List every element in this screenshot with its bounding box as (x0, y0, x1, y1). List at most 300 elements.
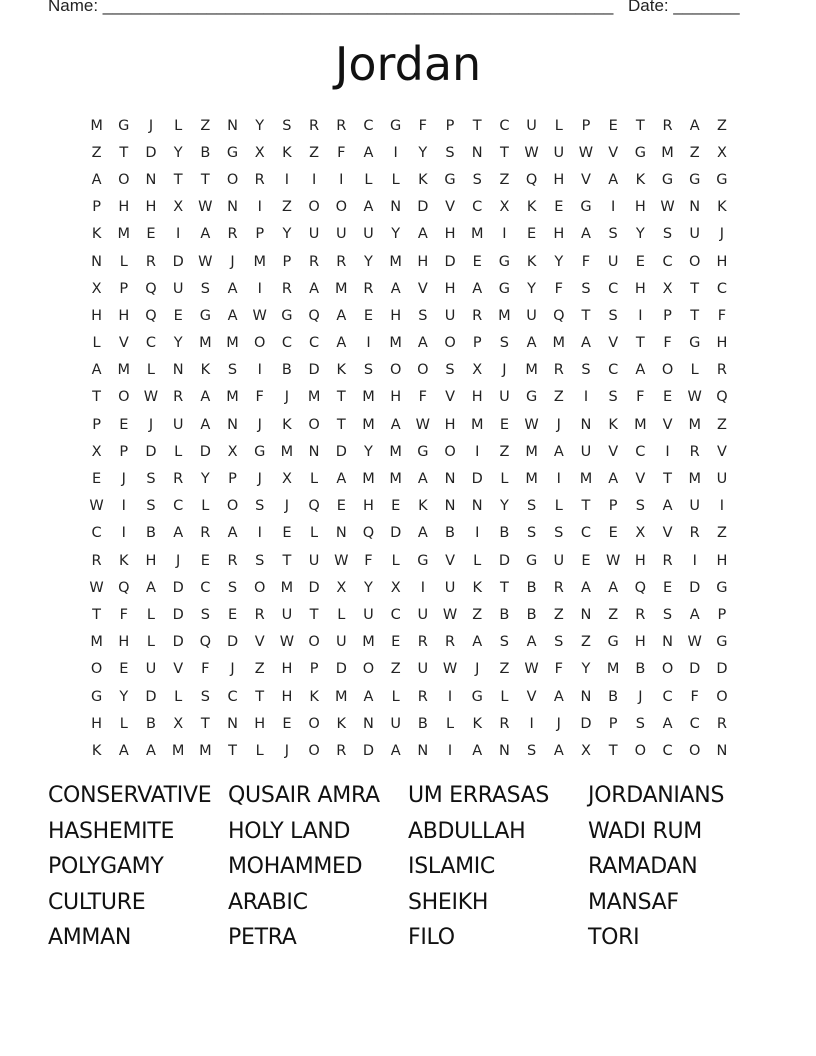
grid-cell[interactable]: R (417, 634, 428, 651)
grid-cell[interactable]: V (173, 661, 184, 678)
grid-cell[interactable]: R (472, 307, 483, 324)
grid-cell[interactable]: L (500, 688, 509, 705)
grid-cell[interactable]: N (227, 715, 238, 732)
grid-cell[interactable]: L (337, 606, 346, 623)
grid-cell[interactable]: I (447, 688, 453, 705)
grid-cell[interactable]: P (581, 117, 591, 134)
grid-cell[interactable]: M (362, 389, 375, 406)
grid-cell[interactable]: S (445, 362, 455, 379)
grid-cell[interactable]: Z (91, 144, 102, 161)
grid-cell[interactable]: A (390, 280, 401, 297)
grid-cell[interactable]: K (91, 226, 102, 243)
grid-cell[interactable]: E (662, 389, 673, 406)
grid-cell[interactable]: G (716, 579, 728, 596)
grid-cell[interactable]: A (417, 226, 428, 243)
grid-cell[interactable]: S (581, 280, 591, 297)
grid-cell[interactable]: O (417, 362, 429, 379)
grid-cell[interactable]: H (716, 253, 728, 270)
grid-cell[interactable]: B (145, 715, 156, 732)
grid-cell[interactable]: M (389, 335, 402, 352)
grid-cell[interactable]: K (309, 688, 319, 705)
grid-cell[interactable]: J (475, 661, 480, 678)
grid-cell[interactable]: V (662, 416, 673, 433)
grid-cell[interactable]: A (118, 742, 129, 759)
grid-cell[interactable]: I (121, 525, 126, 542)
grid-cell[interactable]: U (553, 144, 565, 161)
grid-cell[interactable]: F (337, 144, 346, 161)
grid-cell[interactable]: L (255, 742, 264, 759)
grid-cell[interactable]: K (336, 715, 347, 732)
grid-cell[interactable]: B (635, 661, 646, 678)
grid-cell[interactable]: H (281, 661, 293, 678)
grid-cell[interactable]: O (444, 335, 456, 352)
grid-cell[interactable]: M (335, 280, 348, 297)
grid-cell[interactable]: C (662, 253, 673, 270)
grid-cell[interactable]: O (689, 742, 701, 759)
grid-cell[interactable]: C (635, 443, 646, 460)
grid-cell[interactable]: I (447, 742, 453, 759)
grid-cell[interactable]: J (257, 471, 262, 488)
grid-cell[interactable]: W (143, 389, 159, 406)
grid-cell[interactable]: I (121, 498, 126, 515)
grid-cell[interactable]: G (444, 171, 456, 188)
grid-cell[interactable]: N (580, 606, 592, 623)
grid-cell[interactable]: I (339, 171, 344, 188)
grid-cell[interactable]: M (199, 335, 212, 352)
grid-cell[interactable]: D (362, 742, 375, 759)
grid-cell[interactable]: A (336, 307, 347, 324)
grid-cell[interactable]: L (391, 688, 400, 705)
grid-cell[interactable]: U (308, 226, 320, 243)
grid-cell[interactable]: N (335, 525, 347, 542)
grid-cell[interactable]: T (336, 416, 346, 433)
grid-cell[interactable]: E (554, 199, 564, 216)
grid-cell[interactable]: M (335, 688, 348, 705)
grid-cell[interactable]: L (201, 498, 210, 515)
grid-cell[interactable]: L (310, 471, 319, 488)
grid-cell[interactable]: P (119, 280, 129, 297)
grid-cell[interactable]: U (499, 389, 510, 406)
grid-cell[interactable]: S (200, 606, 210, 623)
grid-cell[interactable]: Z (716, 525, 727, 542)
grid-cell[interactable]: D (335, 661, 347, 678)
grid-cell[interactable]: D (689, 579, 701, 596)
grid-cell[interactable]: P (608, 715, 618, 732)
grid-cell[interactable]: Z (581, 634, 591, 651)
grid-cell[interactable]: G (118, 117, 130, 134)
grid-cell[interactable]: I (420, 579, 425, 596)
grid-cell[interactable]: K (91, 742, 102, 759)
grid-cell[interactable]: O (716, 688, 728, 705)
grid-cell[interactable]: Z (689, 144, 700, 161)
grid-cell[interactable]: G (498, 280, 511, 297)
grid-cell[interactable]: M (90, 117, 103, 134)
grid-cell[interactable]: N (662, 634, 673, 651)
grid-cell[interactable]: O (118, 171, 130, 188)
grid-cell[interactable]: R (254, 171, 265, 188)
grid-cell[interactable]: C (716, 280, 727, 297)
grid-cell[interactable]: M (470, 416, 484, 433)
grid-cell[interactable]: Y (391, 226, 401, 243)
grid-cell[interactable]: Y (554, 253, 564, 270)
grid-cell[interactable]: J (121, 471, 126, 488)
grid-cell[interactable]: K (526, 199, 537, 216)
grid-cell[interactable]: G (634, 144, 646, 161)
grid-cell[interactable]: S (146, 471, 156, 488)
grid-cell[interactable]: W (524, 661, 539, 678)
grid-cell[interactable]: S (662, 226, 673, 243)
grid-cell[interactable]: U (444, 579, 456, 596)
grid-cell[interactable]: B (281, 362, 292, 379)
grid-cell[interactable]: L (391, 171, 400, 188)
grid-cell[interactable]: A (200, 226, 211, 243)
grid-cell[interactable]: A (635, 362, 646, 379)
grid-cell[interactable]: S (581, 362, 591, 379)
grid-cell[interactable]: T (92, 606, 102, 623)
grid-cell[interactable]: N (716, 742, 728, 759)
grid-cell[interactable]: N (471, 498, 483, 515)
grid-cell[interactable]: D (145, 443, 157, 460)
grid-cell[interactable]: M (661, 144, 674, 161)
grid-cell[interactable]: G (417, 443, 429, 460)
grid-cell[interactable]: R (662, 552, 673, 569)
grid-cell[interactable]: G (525, 389, 538, 406)
grid-cell[interactable]: S (526, 498, 537, 515)
grid-cell[interactable]: B (200, 144, 211, 161)
grid-cell[interactable]: J (556, 715, 561, 732)
grid-cell[interactable]: W (687, 389, 702, 406)
grid-cell[interactable]: X (635, 525, 646, 542)
grid-cell[interactable]: R (336, 253, 347, 270)
grid-cell[interactable]: S (282, 117, 292, 134)
grid-cell[interactable]: M (389, 253, 402, 270)
grid-cell[interactable]: P (255, 226, 265, 243)
grid-cell[interactable]: R (227, 552, 238, 569)
grid-cell[interactable]: F (201, 661, 210, 678)
grid-cell[interactable]: L (174, 117, 183, 134)
grid-cell[interactable]: G (471, 688, 483, 705)
grid-cell[interactable]: C (499, 117, 510, 134)
grid-cell[interactable]: A (91, 362, 102, 379)
grid-cell[interactable]: G (254, 443, 266, 460)
grid-cell[interactable]: X (227, 443, 238, 460)
grid-cell[interactable]: A (227, 307, 238, 324)
grid-cell[interactable]: V (445, 199, 455, 216)
grid-cell[interactable]: B (526, 579, 537, 596)
grid-cell[interactable]: E (391, 498, 401, 515)
grid-cell[interactable]: Y (364, 443, 373, 460)
grid-cell[interactable]: D (172, 634, 184, 651)
grid-cell[interactable]: K (119, 552, 129, 569)
grid-cell[interactable]: A (581, 579, 591, 596)
grid-cell[interactable]: O (389, 362, 402, 379)
word-search-grid[interactable] (83, 112, 739, 765)
grid-cell[interactable]: S (608, 307, 618, 324)
grid-cell[interactable]: D (716, 661, 728, 678)
grid-cell[interactable]: I (475, 525, 480, 542)
grid-cell[interactable]: A (689, 606, 700, 623)
grid-cell[interactable]: A (91, 171, 102, 188)
grid-cell[interactable]: A (363, 199, 374, 216)
grid-cell[interactable]: C (662, 688, 673, 705)
grid-cell[interactable]: A (336, 471, 347, 488)
grid-cell[interactable]: A (200, 389, 211, 406)
grid-cell[interactable]: X (91, 280, 102, 297)
grid-cell[interactable]: R (173, 389, 184, 406)
grid-cell[interactable]: V (445, 552, 455, 569)
grid-cell[interactable]: Y (527, 280, 537, 297)
grid-cell[interactable]: H (634, 280, 646, 297)
grid-cell[interactable]: C (227, 688, 238, 705)
grid-cell[interactable]: L (310, 525, 319, 542)
grid-cell[interactable]: H (634, 552, 646, 569)
grid-cell[interactable]: L (473, 552, 482, 569)
grid-cell[interactable]: Y (635, 226, 645, 243)
grid-cell[interactable]: N (227, 416, 238, 433)
grid-cell[interactable]: U (444, 307, 456, 324)
grid-cell[interactable]: N (417, 742, 429, 759)
grid-cell[interactable]: T (690, 280, 700, 297)
grid-cell[interactable]: M (226, 335, 239, 352)
grid-cell[interactable]: H (254, 715, 266, 732)
grid-cell[interactable]: M (362, 471, 375, 488)
grid-cell[interactable]: K (472, 579, 482, 596)
grid-cell[interactable]: Z (553, 389, 564, 406)
grid-cell[interactable]: E (119, 661, 129, 678)
grid-cell[interactable]: N (580, 688, 592, 705)
grid-cell[interactable]: X (173, 199, 184, 216)
grid-cell[interactable]: W (524, 144, 539, 161)
grid-cell[interactable]: E (499, 416, 509, 433)
grid-cell[interactable]: Q (145, 280, 157, 297)
grid-cell[interactable]: Y (499, 498, 509, 515)
grid-cell[interactable]: D (498, 552, 510, 569)
grid-cell[interactable]: R (417, 688, 428, 705)
grid-cell[interactable]: L (119, 253, 128, 270)
grid-cell[interactable]: M (171, 742, 185, 759)
grid-cell[interactable]: M (90, 634, 103, 651)
grid-cell[interactable]: B (499, 525, 510, 542)
grid-cell[interactable]: Q (525, 171, 538, 188)
grid-cell[interactable]: D (308, 362, 320, 379)
grid-cell[interactable]: S (662, 606, 673, 623)
grid-cell[interactable]: C (689, 715, 700, 732)
grid-cell[interactable]: G (716, 171, 728, 188)
grid-cell[interactable]: N (444, 471, 456, 488)
grid-cell[interactable]: Q (199, 634, 212, 651)
grid-cell[interactable]: A (608, 471, 619, 488)
grid-cell[interactable]: R (91, 552, 102, 569)
grid-cell[interactable]: X (91, 443, 102, 460)
grid-cell[interactable]: R (173, 471, 184, 488)
grid-cell[interactable]: U (689, 226, 701, 243)
grid-cell[interactable]: W (279, 634, 295, 651)
grid-cell[interactable]: T (499, 579, 509, 596)
grid-cell[interactable]: W (687, 634, 702, 651)
grid-cell[interactable]: O (308, 742, 320, 759)
grid-cell[interactable]: K (200, 362, 211, 379)
grid-cell[interactable]: W (524, 416, 539, 433)
grid-cell[interactable]: T (581, 307, 591, 324)
grid-cell[interactable]: O (335, 199, 347, 216)
grid-cell[interactable]: Y (282, 226, 292, 243)
grid-cell[interactable]: W (442, 606, 458, 623)
grid-cell[interactable]: D (471, 471, 483, 488)
grid-cell[interactable]: X (581, 742, 591, 759)
grid-cell[interactable]: S (255, 552, 265, 569)
grid-cell[interactable]: A (146, 579, 156, 596)
grid-cell[interactable]: Z (309, 144, 320, 161)
grid-cell[interactable]: T (336, 389, 346, 406)
grid-cell[interactable]: V (581, 171, 591, 188)
grid-cell[interactable]: Y (364, 579, 373, 596)
grid-cell[interactable]: S (499, 335, 510, 352)
grid-cell[interactable]: X (390, 579, 401, 596)
grid-cell[interactable]: K (526, 253, 537, 270)
grid-cell[interactable]: F (636, 389, 645, 406)
grid-cell[interactable]: U (335, 634, 347, 651)
grid-cell[interactable]: E (391, 634, 401, 651)
grid-cell[interactable]: H (716, 335, 728, 352)
grid-cell[interactable]: L (690, 362, 699, 379)
grid-cell[interactable]: D (444, 253, 456, 270)
grid-cell[interactable]: P (663, 307, 672, 324)
grid-cell[interactable]: J (284, 498, 290, 515)
grid-cell[interactable]: O (308, 715, 320, 732)
grid-cell[interactable]: U (281, 606, 293, 623)
grid-cell[interactable]: H (444, 280, 456, 297)
grid-cell[interactable]: X (173, 715, 184, 732)
grid-cell[interactable]: E (608, 525, 618, 542)
grid-cell[interactable]: H (634, 634, 646, 651)
grid-cell[interactable]: M (525, 362, 538, 379)
grid-cell[interactable]: F (418, 117, 428, 134)
grid-cell[interactable]: I (665, 443, 670, 460)
grid-cell[interactable]: F (554, 280, 563, 297)
grid-cell[interactable]: O (689, 253, 701, 270)
grid-cell[interactable]: M (525, 443, 538, 460)
grid-cell[interactable]: G (199, 307, 211, 324)
grid-cell[interactable]: A (581, 226, 591, 243)
grid-cell[interactable]: T (608, 742, 618, 759)
grid-cell[interactable]: I (393, 144, 398, 161)
grid-cell[interactable]: E (227, 606, 238, 623)
grid-cell[interactable]: Z (499, 443, 510, 460)
grid-cell[interactable]: K (608, 416, 618, 433)
grid-cell[interactable]: S (635, 498, 645, 515)
grid-cell[interactable]: B (445, 525, 455, 542)
grid-cell[interactable]: I (719, 498, 725, 515)
grid-cell[interactable]: K (418, 498, 428, 515)
grid-cell[interactable]: A (417, 335, 428, 352)
grid-cell[interactable]: V (526, 688, 537, 705)
grid-cell[interactable]: I (692, 552, 697, 569)
grid-cell[interactable]: M (525, 471, 538, 488)
grid-cell[interactable]: H (553, 171, 565, 188)
grid-cell[interactable]: T (635, 117, 645, 134)
grid-cell[interactable]: J (148, 117, 154, 134)
grid-cell[interactable]: M (362, 416, 375, 433)
grid-cell[interactable]: S (445, 144, 455, 161)
grid-cell[interactable]: Y (418, 144, 428, 161)
grid-cell[interactable]: N (390, 199, 402, 216)
grid-cell[interactable]: R (444, 634, 456, 651)
grid-cell[interactable]: A (417, 471, 428, 488)
grid-cell[interactable]: Y (173, 335, 183, 352)
grid-cell[interactable]: U (172, 416, 184, 433)
grid-cell[interactable]: T (119, 144, 129, 161)
grid-cell[interactable]: A (336, 335, 347, 352)
grid-cell[interactable]: U (417, 606, 429, 623)
grid-cell[interactable]: L (445, 715, 455, 732)
grid-cell[interactable]: R (716, 715, 727, 732)
grid-cell[interactable]: D (226, 634, 239, 651)
grid-cell[interactable]: K (336, 362, 347, 379)
grid-cell[interactable]: A (309, 280, 320, 297)
grid-cell[interactable]: I (366, 335, 371, 352)
grid-cell[interactable]: N (363, 715, 374, 732)
grid-cell[interactable]: A (173, 525, 184, 542)
grid-cell[interactable]: H (444, 226, 456, 243)
name-field-label[interactable]: Name: ______________________________________________________ (48, 0, 614, 15)
grid-cell[interactable]: A (390, 742, 401, 759)
grid-cell[interactable]: R (716, 362, 727, 379)
grid-cell[interactable]: O (90, 661, 103, 678)
grid-cell[interactable]: W (578, 144, 594, 161)
grid-cell[interactable]: O (661, 661, 674, 678)
grid-cell[interactable]: G (689, 171, 701, 188)
grid-cell[interactable]: H (444, 416, 456, 433)
grid-cell[interactable]: C (390, 606, 401, 623)
grid-cell[interactable]: U (607, 253, 619, 270)
grid-cell[interactable]: A (526, 634, 537, 651)
grid-cell[interactable]: H (145, 199, 157, 216)
grid-cell[interactable]: K (282, 144, 292, 161)
grid-cell[interactable]: F (364, 552, 373, 569)
grid-cell[interactable]: O (254, 579, 266, 596)
grid-cell[interactable]: A (662, 715, 673, 732)
grid-cell[interactable]: M (253, 253, 266, 270)
grid-cell[interactable]: U (526, 307, 537, 324)
grid-cell[interactable]: R (689, 443, 700, 460)
grid-cell[interactable]: A (608, 171, 619, 188)
grid-cell[interactable]: C (145, 335, 157, 352)
grid-cell[interactable]: S (526, 525, 537, 542)
grid-cell[interactable]: T (635, 335, 645, 352)
grid-cell[interactable]: Q (716, 389, 728, 406)
grid-cell[interactable]: E (119, 416, 129, 433)
grid-cell[interactable]: G (90, 688, 103, 705)
grid-cell[interactable]: T (282, 552, 292, 569)
grid-cell[interactable]: A (146, 742, 156, 759)
grid-cell[interactable]: W (198, 199, 213, 216)
grid-cell[interactable]: V (608, 443, 619, 460)
grid-cell[interactable]: R (309, 253, 320, 270)
grid-cell[interactable]: J (148, 416, 154, 433)
grid-cell[interactable]: P (309, 661, 319, 678)
grid-cell[interactable]: G (281, 307, 293, 324)
grid-cell[interactable]: E (608, 117, 618, 134)
grid-cell[interactable]: F (119, 606, 128, 623)
grid-cell[interactable]: S (608, 389, 618, 406)
grid-cell[interactable]: U (363, 606, 374, 623)
grid-cell[interactable]: O (308, 199, 320, 216)
grid-cell[interactable]: W (334, 552, 349, 569)
grid-cell[interactable]: O (254, 335, 266, 352)
grid-cell[interactable]: R (499, 715, 510, 732)
grid-cell[interactable]: I (257, 199, 262, 216)
grid-cell[interactable]: M (389, 443, 402, 460)
